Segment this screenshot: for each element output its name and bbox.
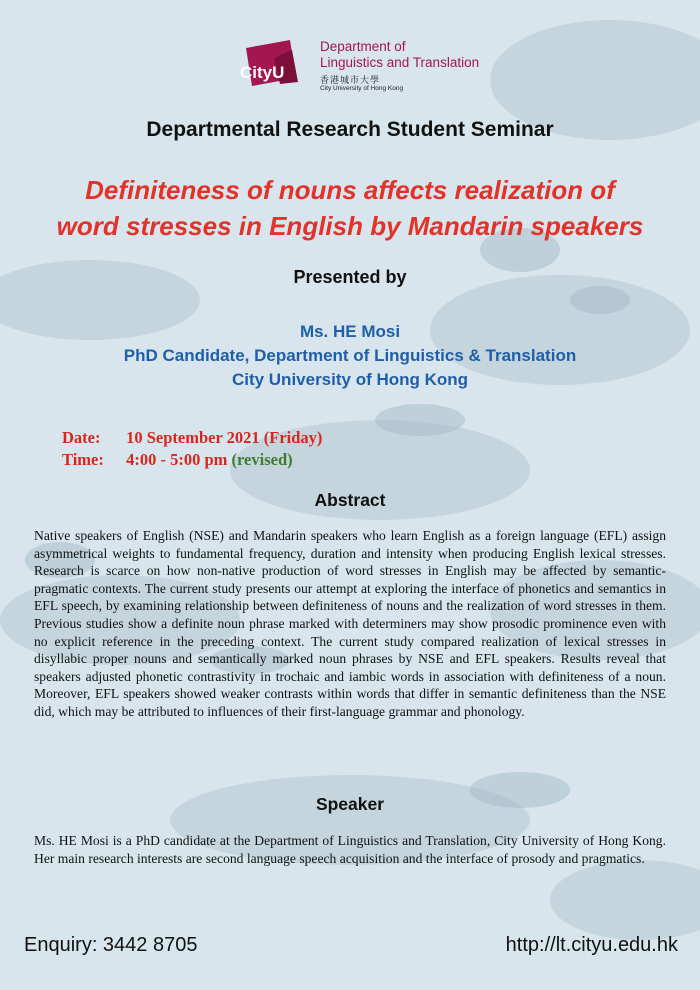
department-line-1: Department of [320,39,406,54]
talk-title-line-1: Definiteness of nouns affects realization of [85,175,615,205]
university-name-en: City University of Hong Kong [320,85,404,92]
time-revised-note: (revised) [231,450,293,469]
time-row [62,449,322,471]
event-details [62,427,322,471]
website-link[interactable]: http://lt.cityu.edu.hk [505,934,678,956]
presenter-position: PhD Candidate, Department of Linguistics & Translation [123,346,577,365]
time-label: Time: [62,450,104,469]
cityu-logo [232,38,482,98]
university-name-zh: 香港城市大學 [320,76,381,86]
department-name [320,39,479,71]
presented-by-label: Presented by [293,267,407,287]
presenter-block [0,320,700,392]
cityu-logo-mark [232,38,312,90]
enquiry-phone: Enquiry: 3442 8705 [24,934,198,956]
date-label: Date: [62,428,101,447]
talk-title [0,172,700,244]
department-line-2: Linguistics and Translation [320,55,480,70]
talk-title-line-2: word stresses in English by Mandarin speakers [56,211,644,241]
speaker-heading: Speaker [315,794,385,814]
abstract-text: Native speakers of English (NSE) and Mandarin speakers who learn English as a foreign language (EFL) assign asymmetrical weights to fundamental frequency, duration and intensity when producing English lexical stresses. Research is scarce on how non-native production of word stresses in English may be affected by semantic-pragmatic contexts. The current study presents our attempt at exploring the interface of phonetics and semantics in EFL speech, by examining relationship between definiteness of nouns and the realization of word stresses in them. Previous studies show a definite noun phrase marked with determiners may show prosodic prominence even with no explicit reference in the preceding context. The current study compared realization of lexical stresses in disyllabic proper nouns and semantically marked noun phrases by NSE and EFL speakers. Results reveal that speakers adjusted phonetic contrastivity in trochaic and iambic words in association with definiteness of a noun. Moreover, EFL speakers showed weaker contrasts within words that differ in semantic definiteness than the NSE did, which may be attributed to influences of their first-language grammar and phonology. [34,528,666,719]
time-value: 4:00 - 5:00 pm [126,450,228,469]
seminar-title: Departmental Research Student Seminar [146,118,554,141]
logo-mark-text: CityU [240,63,285,82]
abstract-heading: Abstract [314,490,386,510]
speaker-text: Ms. HE Mosi is a PhD candidate at the Department of Linguistics and Translation, City University of Hong Kong. Her main research interests are second language speech acquisition and the interface of prosody and pragmatics. [34,833,666,866]
presenter-university: City University of Hong Kong [231,370,469,389]
date-row [62,427,322,449]
date-value: 10 September 2021 (Friday) [126,428,323,447]
presenter-name: Ms. HE Mosi [299,322,401,341]
